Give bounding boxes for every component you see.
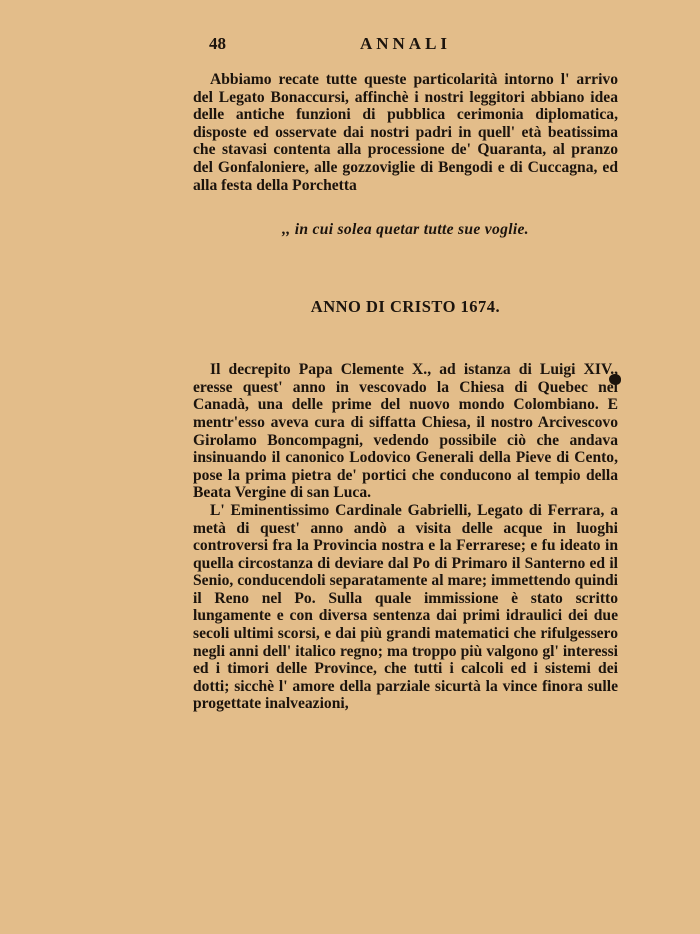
intro-paragraph: Abbiamo recate tutte queste particolarità intorno l' arrivo del Legato Bonaccursi, affinchè i nostri leggitori abbiano idea delle antiche funzioni di pubblica cerimonia diplomatica, disposte ed osservate dai nostri padri in quell' età beatissima che stavasi contenta alla processione de' Quaranta, al pranzo del Gonfaloniere, alle gozzoviglie di Bengodi e di Cuccagna, ed alla festa della Porchetta bbox=[193, 71, 618, 194]
page-number: 48 bbox=[209, 34, 226, 53]
running-head bbox=[193, 30, 618, 60]
running-title: ANNALI bbox=[359, 34, 452, 53]
italic-quote: ,, in cui solea quetar tutte sue voglie. bbox=[282, 221, 529, 239]
section-heading: ANNO DI CRISTO 1674. bbox=[310, 297, 501, 317]
book-page bbox=[193, 30, 618, 713]
body-paragraph: Il decrepito Papa Clemente X., ad istanza di Luigi XIV., eresse quest' anno in vescovado la Chiesa di Quebec nel Canadà, una delle prime del nuovo mondo Colombiano. E mentr'esso aveva cura di siffatta Chiesa, il nostro Arcivescovo Girolamo Boncompagni, vedendo possibile ciò che andava insinuando il canonico Lodovico Generali della Pieve di Cento, pose la prima pietra de' portici che conducono al tempio della Beata Vergine di san Luca. bbox=[193, 361, 618, 502]
body-paragraph: L' Eminentissimo Cardinale Gabrielli, Legato di Ferrara, a metà di quest' anno andò a visita delle acque in luoghi controversi fra la Provincia nostra e la Ferrarese; e fu ideato in quella circostanza di deviare dal Po di Primaro il Santerno ed il Senio, conducendoli separatamente al mare; immettendo quindi il Reno nel Po. Sulla quale immissione è stato scritto lungamente e con diversa sentenza dai primi idraulici dei due secoli ultimi scorsi, e dai più grandi matematici che rifulgessero negli anni dell' italico regno; ma troppo più valgono gl' interessi ed i timori delle Province, che tutti i calcoli ed i sistemi dei dotti; sicchè l' amore della parziale sicurtà la vince finora sulle progettate inalveazioni, bbox=[193, 501, 618, 713]
